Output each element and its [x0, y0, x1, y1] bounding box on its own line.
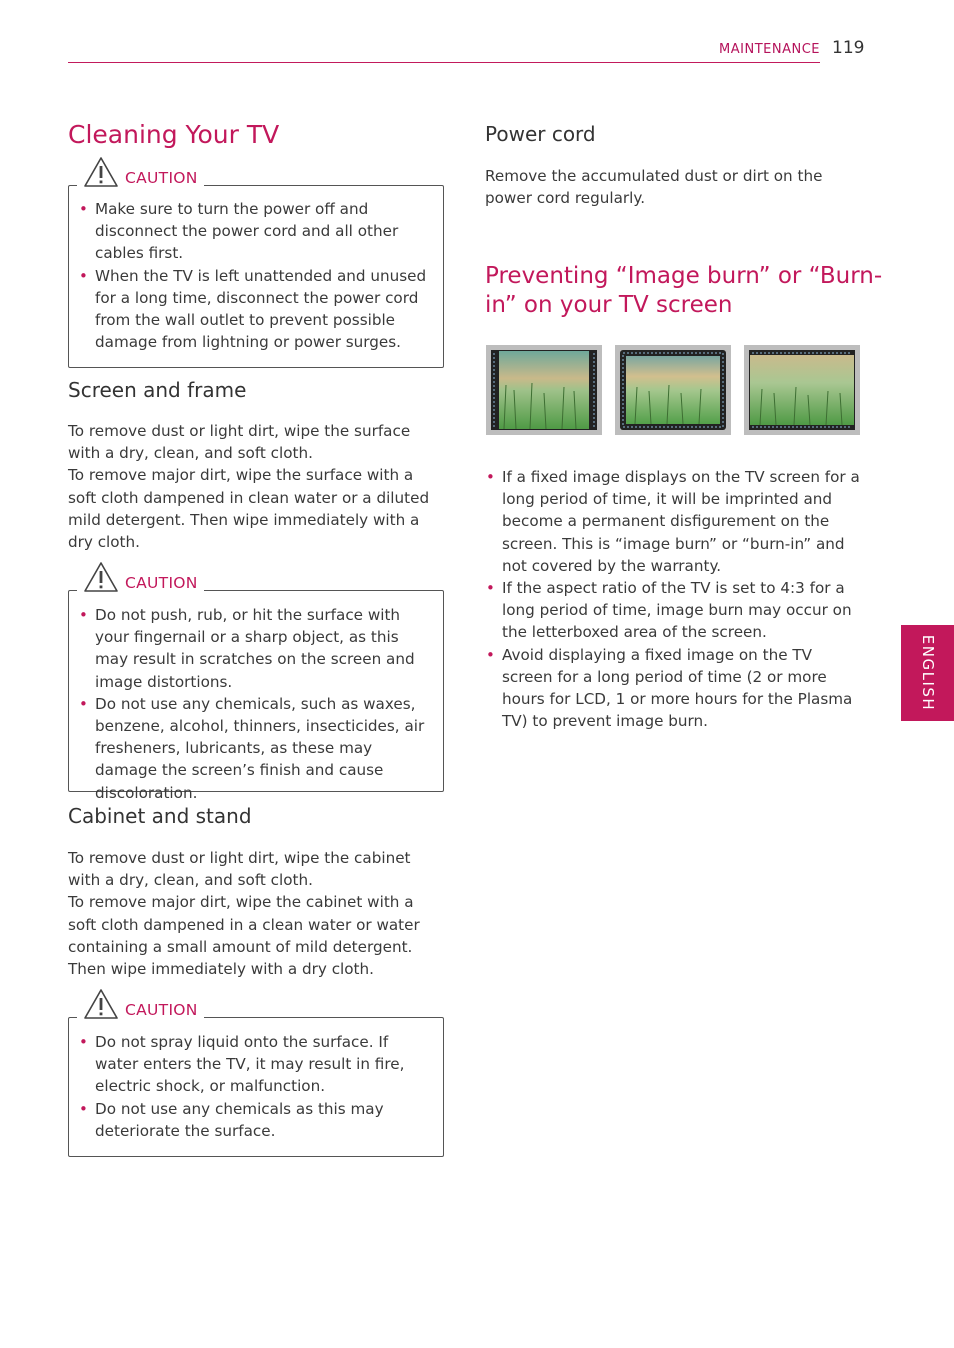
- language-tab: [901, 625, 954, 721]
- warning-triangle-icon: [83, 561, 119, 593]
- list-item: • If a fixed image displays on the TV screen for a long period of time, it will be imprinted and become a permanent disfigurement on the screen. This is “image burn” or “burn-in” and not covered by the warranty.: [476, 466, 862, 577]
- caution-label: CAUTION: [125, 169, 198, 187]
- list-item: • Make sure to turn the power off and disconnect the power cord and all other cables first.: [69, 198, 429, 265]
- paragraph: To remove major dirt, wipe the surface with a soft cloth dampened in clean water or a diluted mild detergent. Then wipe immediately with a dry cloth.: [68, 466, 430, 552]
- paragraph: To remove major dirt, wipe the cabinet with a soft cloth dampened in a clean water or water containing a small amount of mild detergent. Then wipe immediately with a dry cloth.: [68, 893, 420, 979]
- section-heading-power-cord: Power cord: [485, 122, 596, 146]
- section-heading-screen-frame: Screen and frame: [68, 378, 247, 402]
- burn-in-list: [476, 466, 862, 732]
- tv-screen-image: [615, 345, 731, 435]
- tv-screen-image: [486, 345, 602, 435]
- list-item: • Avoid displaying a fixed image on the TV screen for a long period of time (2 or more hours for LCD, 1 or more hours for the Plasma TV) to prevent image burn.: [476, 644, 862, 733]
- tv-screen-image: [744, 345, 860, 435]
- running-header-section: MAINTENANCE: [719, 42, 820, 57]
- caution-box-cabinet: [68, 1001, 444, 1157]
- caution-list: [69, 198, 429, 353]
- caution-list: [69, 1031, 431, 1142]
- screen-frame-text: [68, 420, 443, 553]
- list-item: • Do not use any chemicals, such as waxes, benzene, alcohol, thinners, insecticides, air fresheners, lubricants, as these may damage the screen’s finish and cause discoloration.: [69, 693, 431, 804]
- caution-header: [77, 162, 204, 188]
- language-tab-label: ENGLISH: [918, 634, 937, 712]
- header-rule: [68, 62, 820, 63]
- burn-in-illustrations: [486, 345, 860, 437]
- caution-box-power: [68, 169, 444, 368]
- caution-box-screen: [68, 574, 444, 802]
- paragraph: To remove dust or light dirt, wipe the cabinet with a dry, clean, and soft cloth.: [68, 849, 411, 890]
- caution-label: CAUTION: [125, 1001, 198, 1019]
- list-item: • Do not spray liquid onto the surface. If water enters the TV, it may result in fire, electric shock, or malfunction.: [69, 1031, 431, 1098]
- power-cord-text: [485, 165, 855, 209]
- caution-header: [77, 994, 204, 1020]
- caution-list: [69, 604, 431, 804]
- list-item: • Do not use any chemicals as this may deteriorate the surface.: [69, 1098, 431, 1142]
- list-item: • When the TV is left unattended and unused for a long time, disconnect the power cord from the wall outlet to prevent possible damage from lightning or power surges.: [69, 265, 429, 354]
- warning-triangle-icon: [83, 988, 119, 1020]
- list-item: • If the aspect ratio of the TV is set to 4:3 for a long period of time, image burn may occur on the letterboxed area of the screen.: [476, 577, 862, 644]
- list-item: • Do not push, rub, or hit the surface with your fingernail or a sharp object, as this may result in scratches on the screen and image distortions.: [69, 604, 431, 693]
- section-heading-cabinet-stand: Cabinet and stand: [68, 804, 252, 828]
- cabinet-stand-text: [68, 847, 443, 980]
- paragraph: To remove dust or light dirt, wipe the surface with a dry, clean, and soft cloth.: [68, 422, 411, 463]
- page-number: 119: [832, 38, 865, 58]
- section-heading-burn-in: Preventing “Image burn” or “Burn-in” on your TV screen: [485, 263, 883, 318]
- caution-header: [77, 567, 204, 593]
- warning-triangle-icon: [83, 156, 119, 188]
- paragraph: Remove the accumulated dust or dirt on the power cord regularly.: [485, 167, 823, 208]
- caution-label: CAUTION: [125, 574, 198, 592]
- page-title: Cleaning Your TV: [68, 120, 280, 149]
